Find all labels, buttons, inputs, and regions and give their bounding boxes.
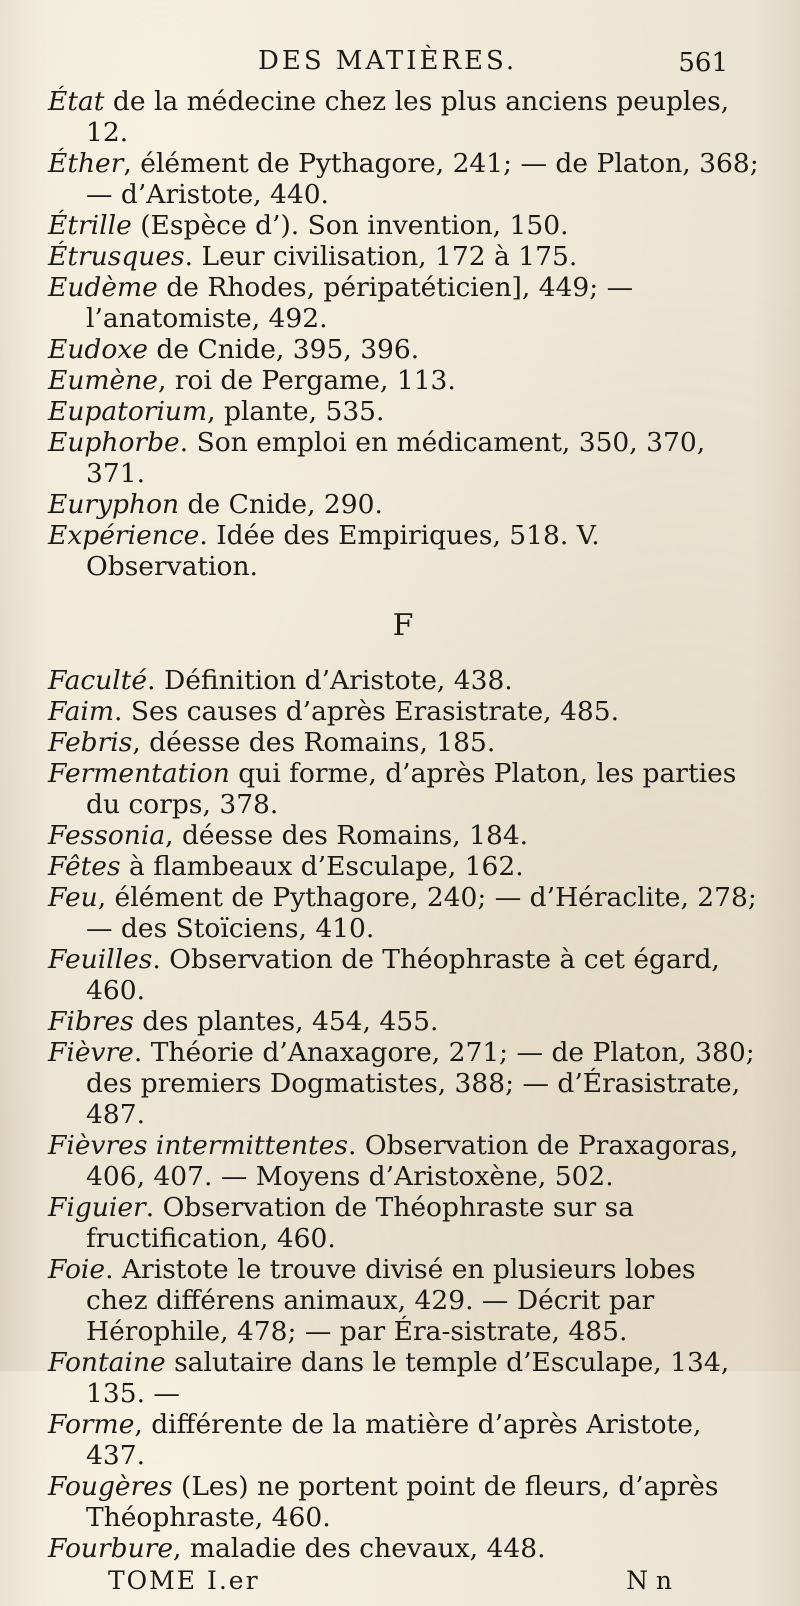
index-entry-text: à flambeaux d’Esculape, 162. [120, 851, 524, 882]
running-title: DES MATIÈRES. [258, 46, 518, 76]
index-entry [48, 365, 760, 396]
index-entry-term: Fièvres intermittentes [48, 1130, 349, 1161]
index-entry-text: (Espèce d’). Son invention, 150. [131, 210, 569, 241]
index-entry-text: . Observation de Praxagoras, 406, 407. — Moyens d’Aristoxène, 502. [86, 1130, 739, 1192]
index-entry-term: État [48, 86, 105, 117]
index-entry [48, 1533, 760, 1564]
gathering-signature-mark: N n [626, 1566, 672, 1595]
index-entry-text: . Observation de Théophraste à cet égard, 460. [86, 944, 720, 1006]
index-entry-text: salutaire dans le temple d’Esculape, 134, 135. — [86, 1347, 730, 1409]
index-entry-text: de la médecine chez les plus anciens peuples, 12. [86, 86, 730, 148]
index-entry [48, 86, 760, 148]
index-entry [48, 210, 760, 241]
index-entry [48, 851, 760, 882]
index-entry [48, 1006, 760, 1037]
index-entry-term: Euryphon [48, 489, 180, 520]
page-number: 561 [678, 48, 728, 78]
running-head [48, 36, 760, 86]
index-entry-term: Figuier [48, 1192, 146, 1223]
index-entry-term: Euphorbe [48, 427, 180, 458]
index-entry-text: qui forme, d’après Platon, les parties du corps, 378. [86, 758, 737, 820]
index-entry [48, 1471, 760, 1533]
index-entry-text: . Idée des Empiriques, 518. V. Observation. [86, 520, 600, 582]
index-entry [48, 820, 760, 851]
index-entry-term: Forme [48, 1409, 135, 1440]
index-entry-term: Étrille [48, 210, 132, 241]
index-section-f [48, 665, 760, 1564]
index-entry [48, 1037, 760, 1130]
index-entry-term: Fessonia [48, 820, 166, 851]
index-entry [48, 882, 760, 944]
index-section-e [48, 86, 760, 582]
index-entry-text: . Définition d’Aristote, 438. [147, 665, 513, 696]
index-entry-text: des plantes, 454, 455. [133, 1006, 439, 1037]
index-entry [48, 1130, 760, 1192]
index-entry-term: Éther [48, 148, 124, 179]
index-entry [48, 696, 760, 727]
index-entry-term: Étrusques [48, 241, 185, 272]
index-entry-term: Fougères [48, 1471, 173, 1502]
index-entry-text: de Cnide, 290. [179, 489, 383, 520]
index-entry-text: . Observation de Théophraste sur sa fructification, 460. [86, 1192, 635, 1254]
index-entry-text: , élément de Pythagore, 240; — d’Héraclite, 278; — des Stoïciens, 410. [86, 882, 757, 944]
index-entry-term: Eumène [48, 365, 158, 396]
index-entry-term: Eudème [48, 272, 158, 303]
index-entry [48, 1409, 760, 1471]
volume-signature: TOME I.er [108, 1566, 260, 1595]
index-entry [48, 1192, 760, 1254]
index-entry-text: . Leur civilisation, 172 à 175. [184, 241, 578, 272]
index-entry-term: Febris [48, 727, 133, 758]
index-entry-term: Fibres [48, 1006, 134, 1037]
index-entry-text: (Les) ne portent point de fleurs, d’après Théophraste, 460. [86, 1471, 719, 1533]
index-entry-text: . Aristote le trouve divisé en plusieurs lobes chez différens animaux, 429. — Décrit par Hérophile, 478; — par Éra-sistrate, 485. [86, 1254, 696, 1347]
index-entry-term: Foie [48, 1254, 106, 1285]
index-entry-term: Fièvre [48, 1037, 134, 1068]
index-entry-text: , déesse des Romains, 185. [132, 727, 496, 758]
index-entry [48, 758, 760, 820]
index-entry [48, 520, 760, 582]
index-entry [48, 944, 760, 1006]
index-entry [48, 334, 760, 365]
index-entry [48, 665, 760, 696]
index-entry-term: Fermentation [48, 758, 230, 789]
index-entry [48, 272, 760, 334]
index-entry-term: Fontaine [48, 1347, 166, 1378]
index-entry [48, 148, 760, 210]
section-letter-heading: F [392, 608, 416, 643]
index-entry [48, 489, 760, 520]
index-entry-term: Eupatorium [48, 396, 208, 427]
index-entry [48, 1347, 760, 1409]
index-entry-text: , roi de Pergame, 113. [157, 365, 456, 396]
index-entry [48, 727, 760, 758]
index-entry [48, 1254, 760, 1347]
index-entry-term: Expérience [48, 520, 200, 551]
index-entry-text: . Son emploi en médicament, 350, 370, 371. [86, 427, 706, 489]
index-entry-term: Fêtes [48, 851, 121, 882]
index-entry-term: Faim [48, 696, 114, 727]
index-entry-term: Fourbure [48, 1533, 174, 1564]
index-entry-text: , maladie des chevaux, 448. [173, 1533, 546, 1564]
index-entry [48, 396, 760, 427]
index-entry-text: . Théorie d’Anaxagore, 271; — de Platon, 380; des premiers Dogmatistes, 388; — d’Érasistrate, 487. [86, 1037, 755, 1130]
index-entry-text: de Rhodes, péripatéticien], 449; — l’anatomiste, 492. [86, 272, 634, 334]
index-entry-text: de Cnide, 395, 396. [147, 334, 420, 365]
index-entry-text: , plante, 535. [207, 396, 385, 427]
index-entry-text: . Ses causes d’après Erasistrate, 485. [114, 696, 620, 727]
index-entry-term: Faculté [48, 665, 148, 696]
index-entry-term: Feuilles [48, 944, 153, 975]
index-entry-text: , différente de la matière d’après Aristote, 437. [86, 1409, 702, 1471]
index-entry-term: Eudoxe [48, 334, 148, 365]
index-entry-term: Feu [48, 882, 98, 913]
index-entry-text: , déesse des Romains, 184. [165, 820, 529, 851]
index-entry [48, 241, 760, 272]
index-entry-text: , élément de Pythagore, 241; — de Platon, 368; — d’Aristote, 440. [86, 148, 759, 210]
page-footer [48, 1566, 760, 1606]
index-entry [48, 427, 760, 489]
